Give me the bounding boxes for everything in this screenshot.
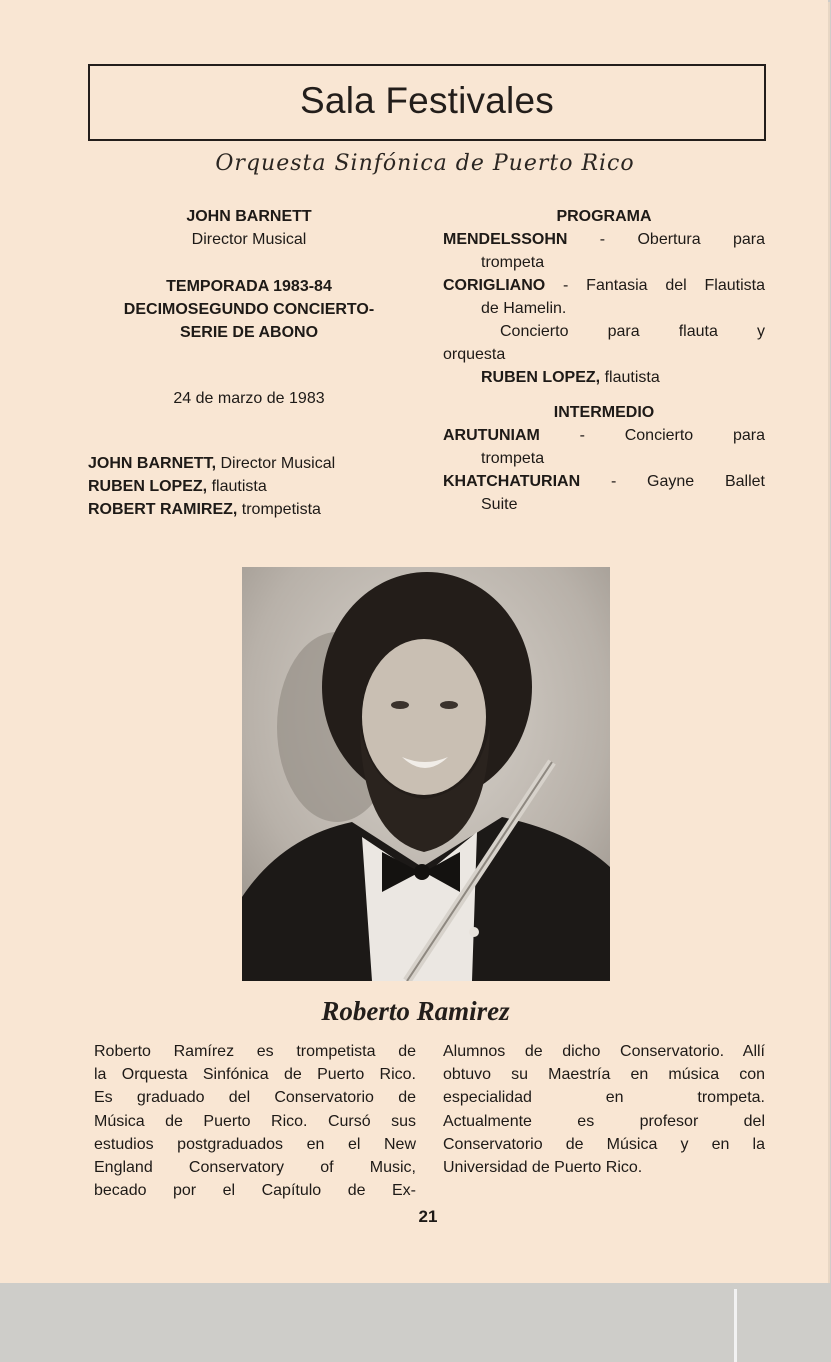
performers-list: [88, 452, 410, 521]
work-title: Concierto para flauta y: [500, 323, 765, 340]
bio-right-column: [443, 1040, 765, 1179]
performer-name: RUBEN LOPEZ,: [88, 478, 208, 495]
divider: [734, 1289, 737, 1362]
program-item: [443, 228, 765, 251]
performer-line: [88, 452, 410, 475]
bio-left-column: [94, 1040, 416, 1202]
work-title-cont: orquesta: [443, 346, 506, 363]
concert-info: [88, 205, 410, 251]
bio-line: especialidad en trompeta.: [443, 1089, 765, 1107]
scan-background: [0, 1283, 831, 1362]
bio-line: Universidad de Puerto Rico.: [443, 1159, 643, 1177]
work-title-cont: de Hamelin.: [481, 300, 567, 317]
concert-number: DECIMOSEGUNDO CONCIERTO-: [123, 301, 375, 318]
program-item: [443, 274, 765, 297]
intermission: INTERMEDIO: [553, 404, 655, 421]
work-title-cont: trompeta: [481, 450, 545, 467]
performer-role: flautista: [207, 478, 267, 495]
work-title-cont: Suite: [481, 496, 518, 513]
performer-name: JOHN BARNETT,: [88, 455, 217, 472]
bio-line: Es graduado del Conservatorio de: [94, 1089, 416, 1107]
program-heading: PROGRAMA: [556, 208, 652, 225]
director-role: Director Musical: [191, 231, 307, 248]
work-title: - Fantasia del Flautista: [545, 277, 765, 294]
soloist-instrument: flautista: [600, 369, 660, 386]
work-title: - Concierto para: [539, 427, 765, 444]
composer: KHATCHATURIAN: [443, 473, 581, 490]
bio-line: Alumnos de dicho Conservatorio. Allí: [443, 1043, 765, 1060]
page-title: Sala Festivales: [300, 80, 554, 121]
performer-line: [88, 498, 410, 521]
composer: ARUTUNIAM: [443, 427, 540, 444]
concert-series: SERIE DE ABONO: [179, 324, 319, 341]
season: TEMPORADA 1983-84: [166, 278, 332, 295]
bio-line: Conservatorio de Música y en la: [443, 1135, 765, 1153]
bio-line: Música de Puerto Rico. Cursó sus: [94, 1112, 416, 1130]
bio-line: estudios postgraduados en el New: [94, 1135, 416, 1153]
work-title-cont: trompeta: [481, 254, 545, 271]
season-info: [88, 275, 410, 344]
performer-role: trompetista: [237, 501, 321, 518]
bio-line: becado por el Capítulo de Ex-: [94, 1182, 416, 1200]
bio-line: la Orquesta Sinfónica de Puerto Rico.: [94, 1066, 416, 1084]
work-title: - Obertura para: [567, 231, 765, 248]
work-title: - Gayne Ballet: [580, 473, 765, 490]
soloist-name: RUBEN LOPEZ,: [481, 369, 601, 386]
composer: MENDELSSOHN: [443, 231, 568, 248]
orchestra-name: Orquesta Sinfónica de Puerto Rico: [215, 151, 635, 176]
performer-role: Director Musical: [216, 455, 336, 472]
soloist-line: [443, 366, 765, 389]
bio-line: England Conservatory of Music,: [94, 1159, 416, 1177]
page-number: 21: [418, 1207, 438, 1226]
composer: CORIGLIANO: [443, 277, 546, 294]
program-item: [443, 470, 765, 493]
portrait-illustration: [242, 567, 610, 981]
bio-line: Actualmente es profesor del: [443, 1112, 765, 1130]
bio-line: obtuvo su Maestría en música con: [443, 1066, 765, 1084]
program-item: [443, 424, 765, 447]
performer-line: [88, 475, 410, 498]
concert-date: 24 de marzo de 1983: [173, 390, 325, 407]
portrait-photo: [242, 567, 610, 981]
bio-line: Roberto Ramírez es trompetista de: [94, 1043, 416, 1060]
title-box: [88, 64, 766, 141]
director-name: JOHN BARNETT: [186, 208, 312, 225]
program: [443, 205, 765, 516]
photo-caption: Roberto Ramirez: [321, 996, 510, 1026]
performer-name: ROBERT RAMIREZ,: [88, 501, 238, 518]
